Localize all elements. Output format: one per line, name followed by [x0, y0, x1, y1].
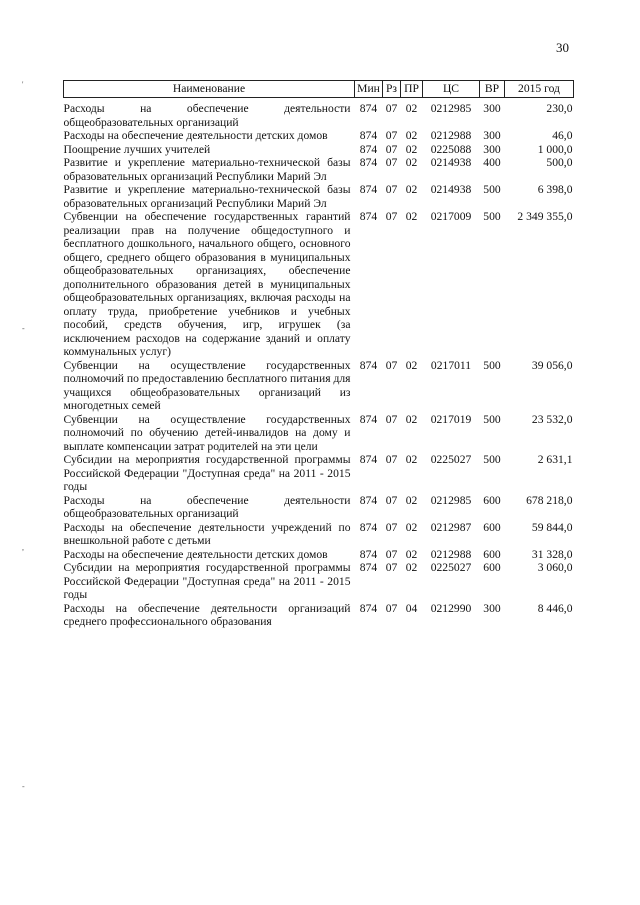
row-name: Субсидии на мероприятия государственной программы Российской Федерации "Доступная среда" на 2011 - 2015 годы — [63, 453, 351, 493]
row-name: Расходы на обеспечение деятельности организаций среднего профессионального образования — [63, 601, 351, 628]
row-cs: 0225088 — [430, 142, 472, 156]
table-row — [64, 561, 574, 602]
table-row — [64, 210, 574, 359]
table-body — [64, 98, 574, 629]
row-name: Субвенции на осуществление государственных полномочий по предоставлению бесплатного питания для учащихся общеобразовательных организаций из многодетных семей — [63, 358, 351, 412]
row-min: 874 — [359, 547, 378, 561]
row-vr: 600 — [483, 520, 501, 534]
row-min: 874 — [359, 493, 378, 507]
row-vr: 300 — [483, 102, 501, 115]
table-row — [64, 98, 574, 130]
row-name: Субсидии на мероприятия государственной программы Российской Федерации "Доступная среда" на 2011 - 2015 годы — [63, 561, 351, 601]
row-amount: 500,0 — [546, 156, 573, 169]
row-name: Расходы на обеспечение деятельности детских домов — [63, 547, 328, 561]
row-rz: 07 — [385, 358, 398, 372]
row-amount: 39 056,0 — [531, 358, 573, 372]
row-pr: 04 — [405, 601, 418, 615]
page-number: 30 — [556, 40, 569, 55]
row-cs: 0212985 — [430, 493, 472, 507]
row-pr: 02 — [405, 561, 418, 574]
row-pr: 02 — [405, 412, 418, 426]
scan-mark: , — [22, 543, 24, 552]
row-cs: 0225027 — [430, 561, 472, 574]
table-row — [64, 129, 574, 143]
row-pr: 02 — [405, 102, 418, 115]
row-pr: 02 — [405, 547, 418, 561]
row-cs: 0217011 — [430, 358, 472, 372]
row-rz: 07 — [385, 601, 398, 615]
row-amount: 59 844,0 — [531, 520, 573, 534]
col-header-pr: ПР — [401, 81, 423, 98]
row-amount: 3 060,0 — [537, 561, 573, 574]
row-amount: 678 218,0 — [526, 493, 573, 507]
row-rz: 07 — [385, 210, 398, 223]
scan-mark: - — [22, 324, 25, 333]
row-amount: 31 328,0 — [531, 547, 573, 561]
row-cs: 0212985 — [430, 102, 472, 115]
row-pr: 02 — [405, 358, 418, 372]
row-name: Расходы на обеспечение деятельности детских домов — [63, 129, 328, 142]
row-pr: 02 — [405, 520, 418, 534]
row-amount: 230,0 — [546, 102, 573, 115]
row-min: 874 — [359, 142, 378, 156]
row-amount: 2 631,1 — [537, 453, 573, 466]
budget-table — [63, 80, 574, 629]
row-vr: 500 — [483, 412, 501, 426]
row-amount: 46,0 — [552, 129, 573, 142]
col-header-rz: Рз — [383, 81, 401, 98]
col-header-min: Мин — [355, 81, 383, 98]
table-row — [64, 156, 574, 183]
row-vr: 500 — [483, 210, 501, 223]
row-min: 874 — [359, 156, 378, 169]
row-cs: 0217009 — [430, 210, 472, 223]
row-rz: 07 — [385, 183, 398, 196]
row-name: Расходы на обеспечение деятельности учреждений по внешкольной работе с детьми — [63, 520, 351, 547]
row-name: Развитие и укрепление материально-технической базы образовательных организаций Республики Марий Эл — [63, 156, 351, 183]
row-cs: 0212987 — [430, 520, 472, 534]
table-row — [64, 494, 574, 521]
row-cs: 0212988 — [430, 129, 472, 142]
row-vr: 500 — [483, 453, 501, 466]
row-name: Развитие и укрепление материально-технической базы образовательных организаций Республики Марий Эл — [63, 183, 351, 210]
row-min: 874 — [359, 102, 378, 115]
row-pr: 02 — [405, 453, 418, 466]
row-pr: 02 — [405, 210, 418, 223]
row-name: Расходы на обеспечение деятельности общеобразовательных организаций — [63, 102, 351, 129]
row-min: 874 — [359, 183, 378, 196]
table-row — [64, 453, 574, 494]
col-header-name: Наименование — [64, 81, 355, 98]
row-vr: 600 — [483, 561, 501, 574]
row-rz: 07 — [385, 493, 398, 507]
row-name: Субвенции на обеспечение государственных гарантий реализации прав на получение общедоступного и бесплатного дошкольного, начального общего, основного общего, среднего общего образования в муниципальных общеобразовательных организациях, обеспечение дополнительного образования детей в муниципальных общеобразовательных организациях, включая расходы на оплату труда, приобретение учебников и учебных пособий, средств обучения, игр, игрушек (за исключением расходов на содержание зданий и оплату коммунальных услуг) — [63, 210, 351, 358]
table-row — [64, 359, 574, 413]
table-row — [64, 548, 574, 562]
table-row — [64, 602, 574, 629]
row-cs: 0212990 — [430, 601, 472, 615]
row-vr: 300 — [483, 129, 501, 142]
row-vr: 300 — [483, 142, 501, 156]
row-vr: 500 — [483, 183, 501, 196]
row-cs: 0217019 — [430, 412, 472, 426]
row-amount: 6 398,0 — [537, 183, 573, 196]
row-min: 874 — [359, 412, 378, 426]
row-name: Поощрение лучших учителей — [63, 142, 211, 156]
table-row — [64, 143, 574, 157]
row-min: 874 — [359, 453, 378, 466]
row-rz: 07 — [385, 453, 398, 466]
row-amount: 8 446,0 — [537, 601, 573, 615]
row-amount: 2 349 355,0 — [517, 210, 573, 223]
row-cs: 0212988 — [430, 547, 472, 561]
row-amount: 23 532,0 — [531, 412, 573, 426]
table-header — [64, 81, 574, 98]
col-header-cs: ЦС — [423, 81, 480, 98]
row-rz: 07 — [385, 561, 398, 574]
row-min: 874 — [359, 561, 378, 574]
table-row — [64, 413, 574, 454]
row-pr: 02 — [405, 156, 418, 169]
row-amount: 1 000,0 — [537, 142, 573, 156]
row-rz: 07 — [385, 129, 398, 142]
row-rz: 07 — [385, 156, 398, 169]
col-header-amount: 2015 год — [505, 81, 574, 98]
table-row — [64, 183, 574, 210]
row-name: Субвенции на осуществление государственных полномочий по обучению детей-инвалидов на дому и выплате компенсации затрат родителей на эти цели — [63, 412, 351, 453]
row-vr: 300 — [483, 601, 501, 615]
row-min: 874 — [359, 358, 378, 372]
row-vr: 500 — [483, 358, 501, 372]
row-pr: 02 — [405, 142, 418, 156]
row-pr: 02 — [405, 183, 418, 196]
row-cs: 0214938 — [430, 156, 472, 169]
scan-mark: - — [22, 782, 25, 791]
row-cs: 0225027 — [430, 453, 472, 466]
row-rz: 07 — [385, 547, 398, 561]
row-pr: 02 — [405, 129, 418, 142]
row-min: 874 — [359, 520, 378, 534]
scan-mark: ' — [22, 80, 24, 89]
table-row — [64, 521, 574, 548]
row-rz: 07 — [385, 412, 398, 426]
row-vr: 400 — [483, 156, 501, 169]
row-min: 874 — [359, 601, 378, 615]
row-vr: 600 — [483, 493, 501, 507]
col-header-vr: ВР — [480, 81, 505, 98]
row-name: Расходы на обеспечение деятельности общеобразовательных организаций — [63, 493, 351, 520]
row-rz: 07 — [385, 520, 398, 534]
row-min: 874 — [359, 129, 378, 142]
row-vr: 600 — [483, 547, 501, 561]
row-pr: 02 — [405, 493, 418, 507]
row-rz: 07 — [385, 142, 398, 156]
row-min: 874 — [359, 210, 378, 223]
row-cs: 0214938 — [430, 183, 472, 196]
row-rz: 07 — [385, 102, 398, 115]
